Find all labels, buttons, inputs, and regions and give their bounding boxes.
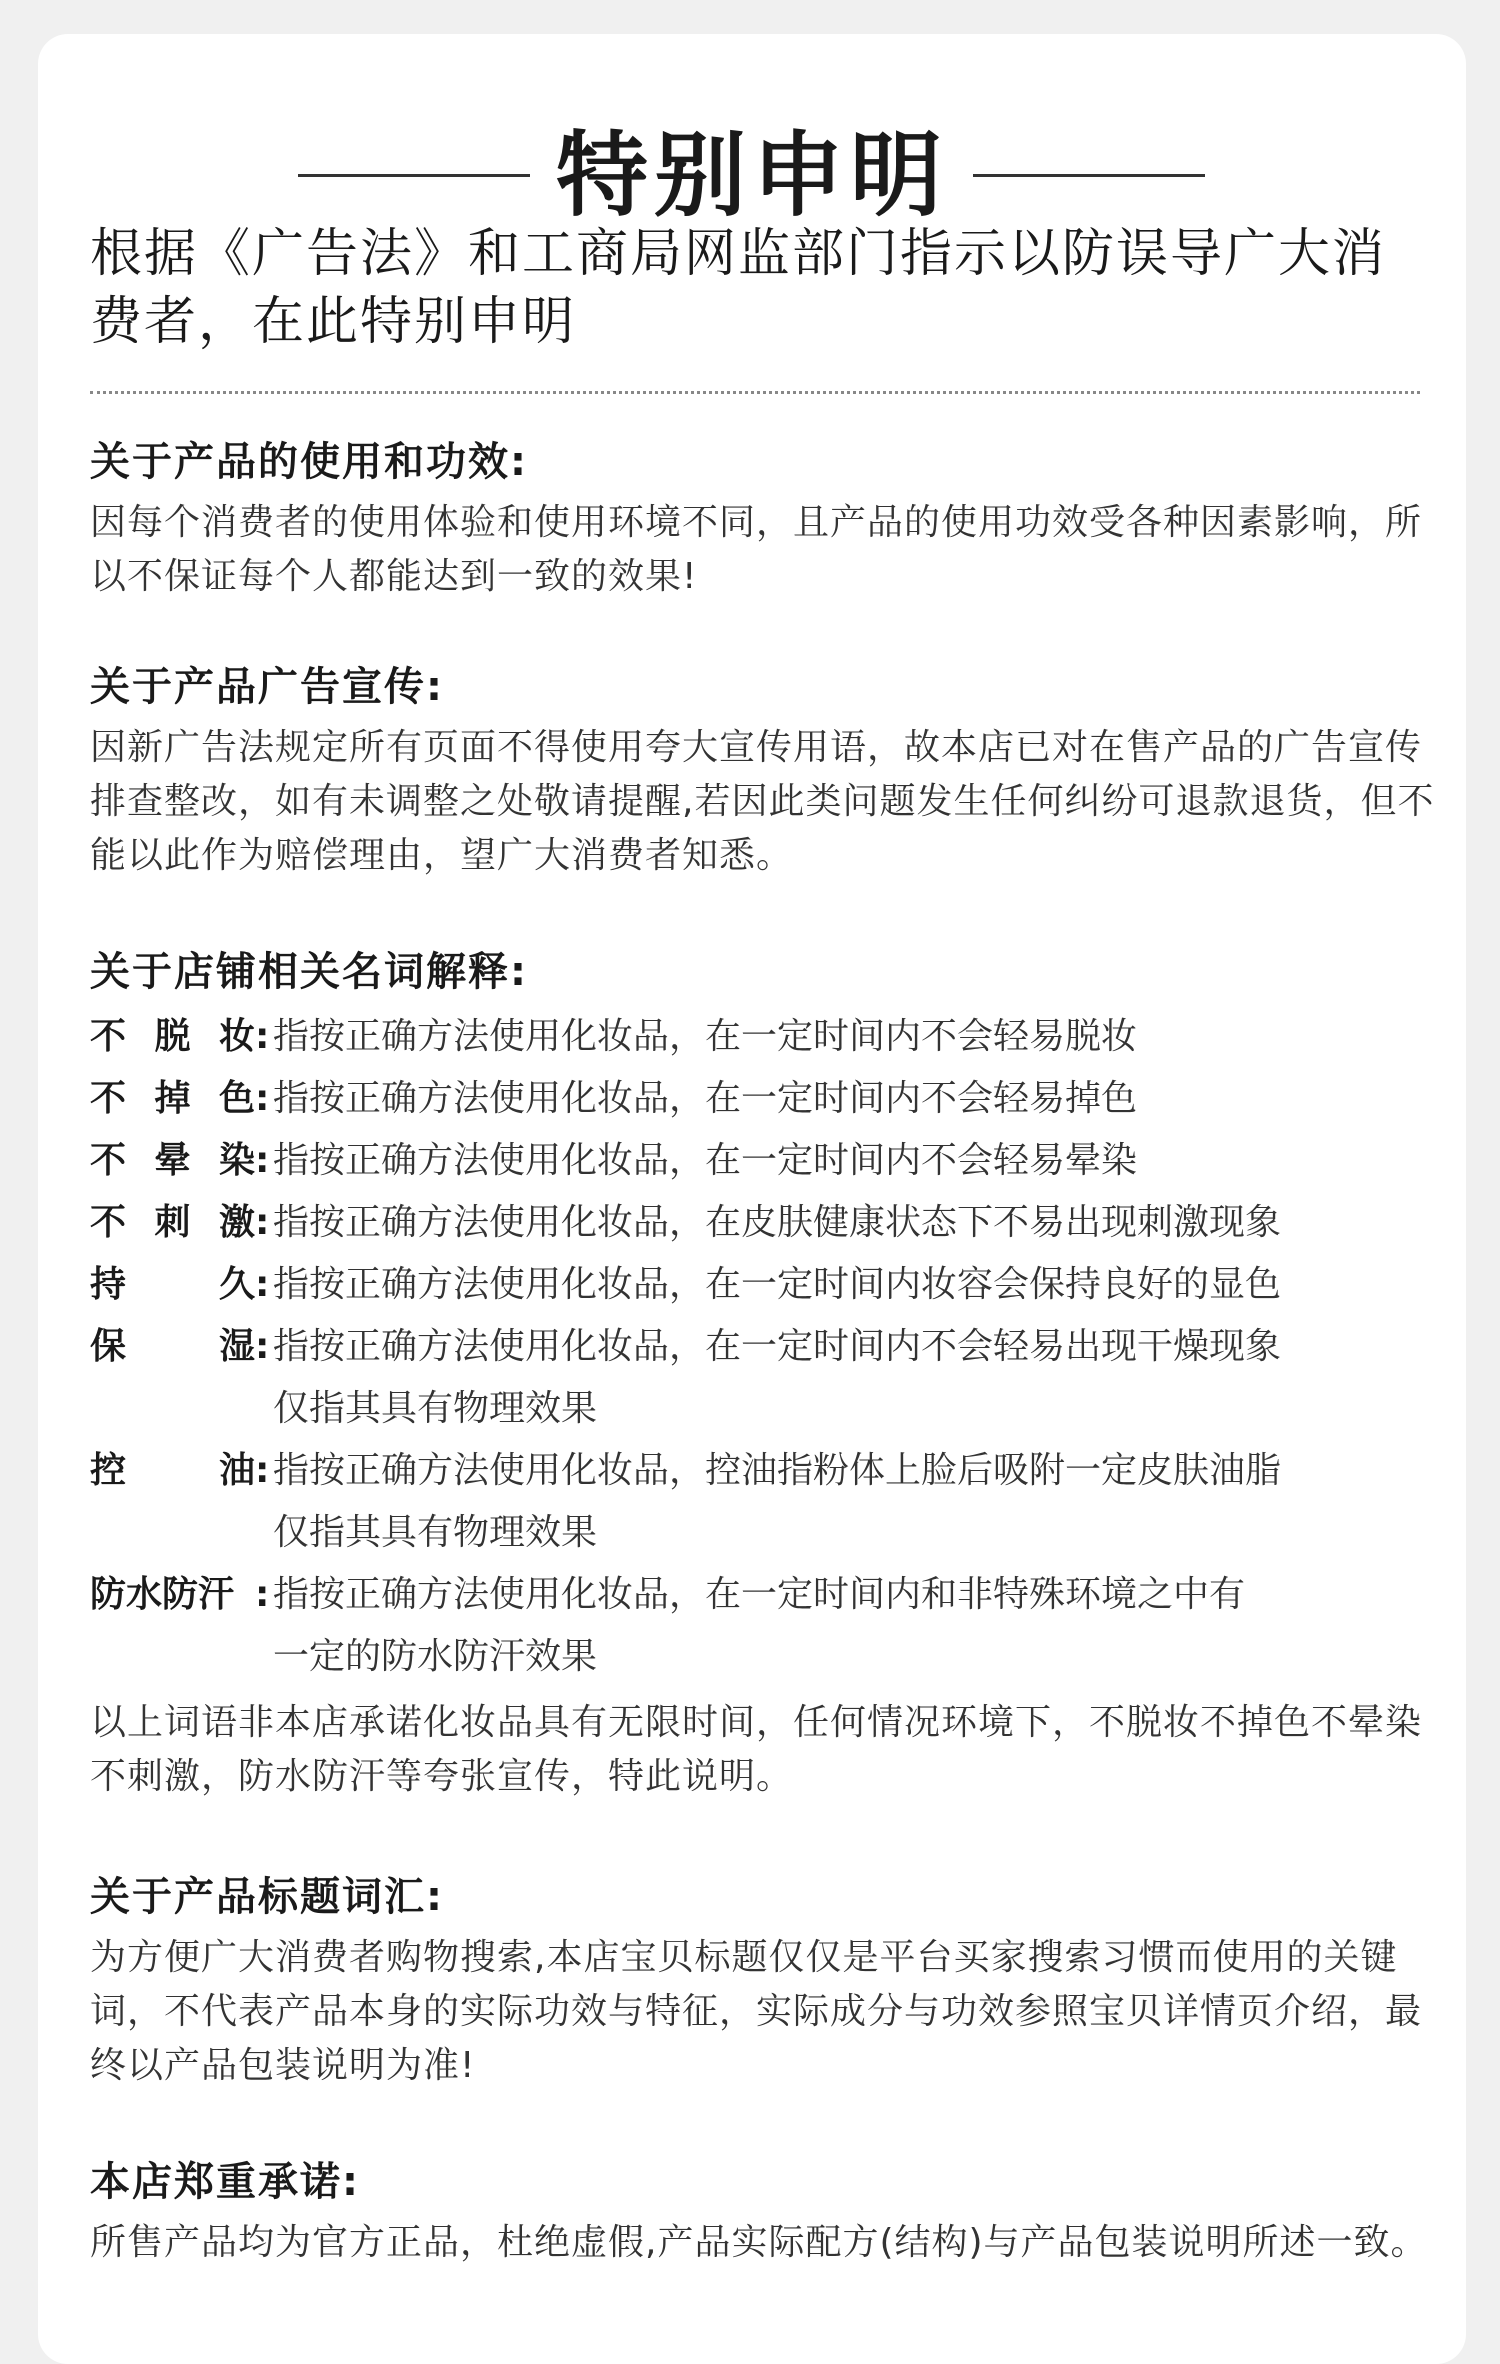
term-name-char: 妆 [218, 1016, 255, 1057]
term-name [90, 1068, 255, 1130]
term-definition [273, 1130, 1440, 1192]
term-definition-line: 指按正确方法使用化妆品，在一定时间内不会轻易掉色 [273, 1078, 1138, 1119]
term-name-char: 不 [90, 1140, 127, 1181]
term-name [90, 1130, 255, 1192]
term-definition-line: 指按正确方法使用化妆品，在一定时间内不会轻易晕染 [273, 1140, 1138, 1181]
term-definition [273, 1006, 1440, 1068]
term-name-char: 刺 [154, 1202, 191, 1243]
term-item [90, 1254, 1440, 1316]
term-item [90, 1316, 1440, 1440]
term-name-char: 持 [90, 1264, 127, 1305]
term-item [90, 1006, 1440, 1068]
section-heading: 关于产品的使用和功效: [90, 439, 528, 485]
term-definition [273, 1254, 1440, 1316]
term-colon: : [255, 1326, 270, 1367]
term-definition-line: 仅指其具有物理效果 [273, 1388, 598, 1429]
term-definition-line: 指按正确方法使用化妆品，在一定时间内妆容会保持良好的显色 [273, 1264, 1282, 1305]
term-name-char: 油 [218, 1450, 255, 1491]
term-definition-line: 一定的防水防汗效果 [273, 1636, 598, 1677]
term-name-char: 防水防汗 [90, 1574, 235, 1615]
term-item [90, 1440, 1440, 1564]
term-item [90, 1068, 1440, 1130]
term-name [90, 1254, 255, 1316]
term-colon: : [255, 1202, 270, 1243]
term-definition-line: 指按正确方法使用化妆品，在一定时间内不会轻易脱妆 [273, 1016, 1138, 1057]
term-name-char: 色 [218, 1078, 255, 1119]
term-item [90, 1130, 1440, 1192]
term-name-char: 掉 [154, 1078, 191, 1119]
term-name-char: 激 [218, 1202, 255, 1243]
title-row [38, 84, 1466, 234]
term-name-char: 久 [218, 1264, 255, 1305]
section-advertising [90, 659, 1440, 883]
page-title: 特别申明 [555, 122, 948, 229]
term-colon: : [255, 1450, 270, 1491]
term-colon: : [255, 1016, 270, 1057]
section-promise [90, 2154, 1440, 2270]
terms-list [90, 1006, 1440, 1688]
term-name-char: 不 [90, 1016, 127, 1057]
term-name-char: 脱 [154, 1016, 191, 1057]
term-name-char: 湿 [218, 1326, 255, 1367]
section-heading: 关于产品标题词汇: [90, 1874, 444, 1920]
term-definition [273, 1564, 1440, 1688]
term-name-char: 不 [90, 1202, 127, 1243]
term-definition-line: 指按正确方法使用化妆品，在一定时间内不会轻易出现干燥现象 [273, 1326, 1282, 1367]
term-definition-line: 指按正确方法使用化妆品，在一定时间内和非特殊环境之中有 [273, 1574, 1246, 1615]
term-name [90, 1006, 255, 1068]
term-name-char: 晕 [154, 1140, 191, 1181]
term-name-char: 不 [90, 1078, 127, 1119]
section-usage [90, 434, 1440, 604]
section-body: 因每个消费者的使用体验和使用环境不同，且产品的使用功效受各种因素影响，所以不保证每个人都能达到一致的效果! [90, 502, 1423, 597]
intro-text: 根据《广告法》和工商局网监部门指示以防误导广大消费者，在此特别申明 [90, 224, 1387, 352]
term-definition [273, 1068, 1440, 1130]
section-body: 因新广告法规定所有页面不得使用夸大宣传用语，故本店已对在售产品的广告宣传排查整改，如有未调整之处敬请提醒,若因此类问题发生任何纠纷可退款退货，但不能以此作为赔偿理由，望广大消费者知悉。 [90, 727, 1435, 876]
term-name-char: 控 [90, 1450, 127, 1491]
section-title-words [90, 1869, 1440, 2093]
term-colon: : [255, 1140, 270, 1181]
term-name [90, 1316, 255, 1378]
section-body: 所售产品均为官方正品，杜绝虚假,产品实际配方(结构)与产品包装说明所述一致。 [90, 2222, 1428, 2263]
term-definition [273, 1440, 1440, 1564]
term-name [90, 1564, 255, 1626]
term-definition-line: 指按正确方法使用化妆品，在皮肤健康状态下不易出现刺激现象 [273, 1202, 1282, 1243]
term-colon: : [255, 1078, 270, 1119]
term-name-char: 染 [218, 1140, 255, 1181]
section-heading: 本店郑重承诺: [90, 2159, 360, 2205]
term-definition [273, 1316, 1440, 1440]
term-name [90, 1440, 255, 1502]
term-colon: : [255, 1574, 270, 1615]
section-heading: 关于产品广告宣传: [90, 664, 444, 710]
section-body: 为方便广大消费者购物搜索,本店宝贝标题仅仅是平台买家搜索习惯而使用的关键词，不代表产品本身的实际功效与特征，实际成分与功效参照宝贝详情页介绍，最终以产品包装说明为准! [90, 1937, 1423, 2086]
title-divider-right [973, 174, 1205, 177]
term-name [90, 1192, 255, 1254]
term-definition-line: 指按正确方法使用化妆品，控油指粉体上脸后吸附一定皮肤油脂 [273, 1450, 1282, 1491]
terms-note: 以上词语非本店承诺化妆品具有无限时间，任何情况环境下，不脱妆不掉色不晕染不刺激，防水防汗等夸张宣传，特此说明。 [90, 1702, 1423, 1797]
term-item [90, 1192, 1440, 1254]
term-item [90, 1564, 1440, 1688]
term-definition [273, 1192, 1440, 1254]
dotted-divider [90, 391, 1420, 394]
statement-card [38, 34, 1466, 2364]
term-definition-line: 仅指其具有物理效果 [273, 1512, 598, 1553]
section-heading: 关于店铺相关名词解释: [90, 949, 528, 995]
term-name-char: 保 [90, 1326, 127, 1367]
term-colon: : [255, 1264, 270, 1305]
section-terms [90, 944, 1440, 1804]
